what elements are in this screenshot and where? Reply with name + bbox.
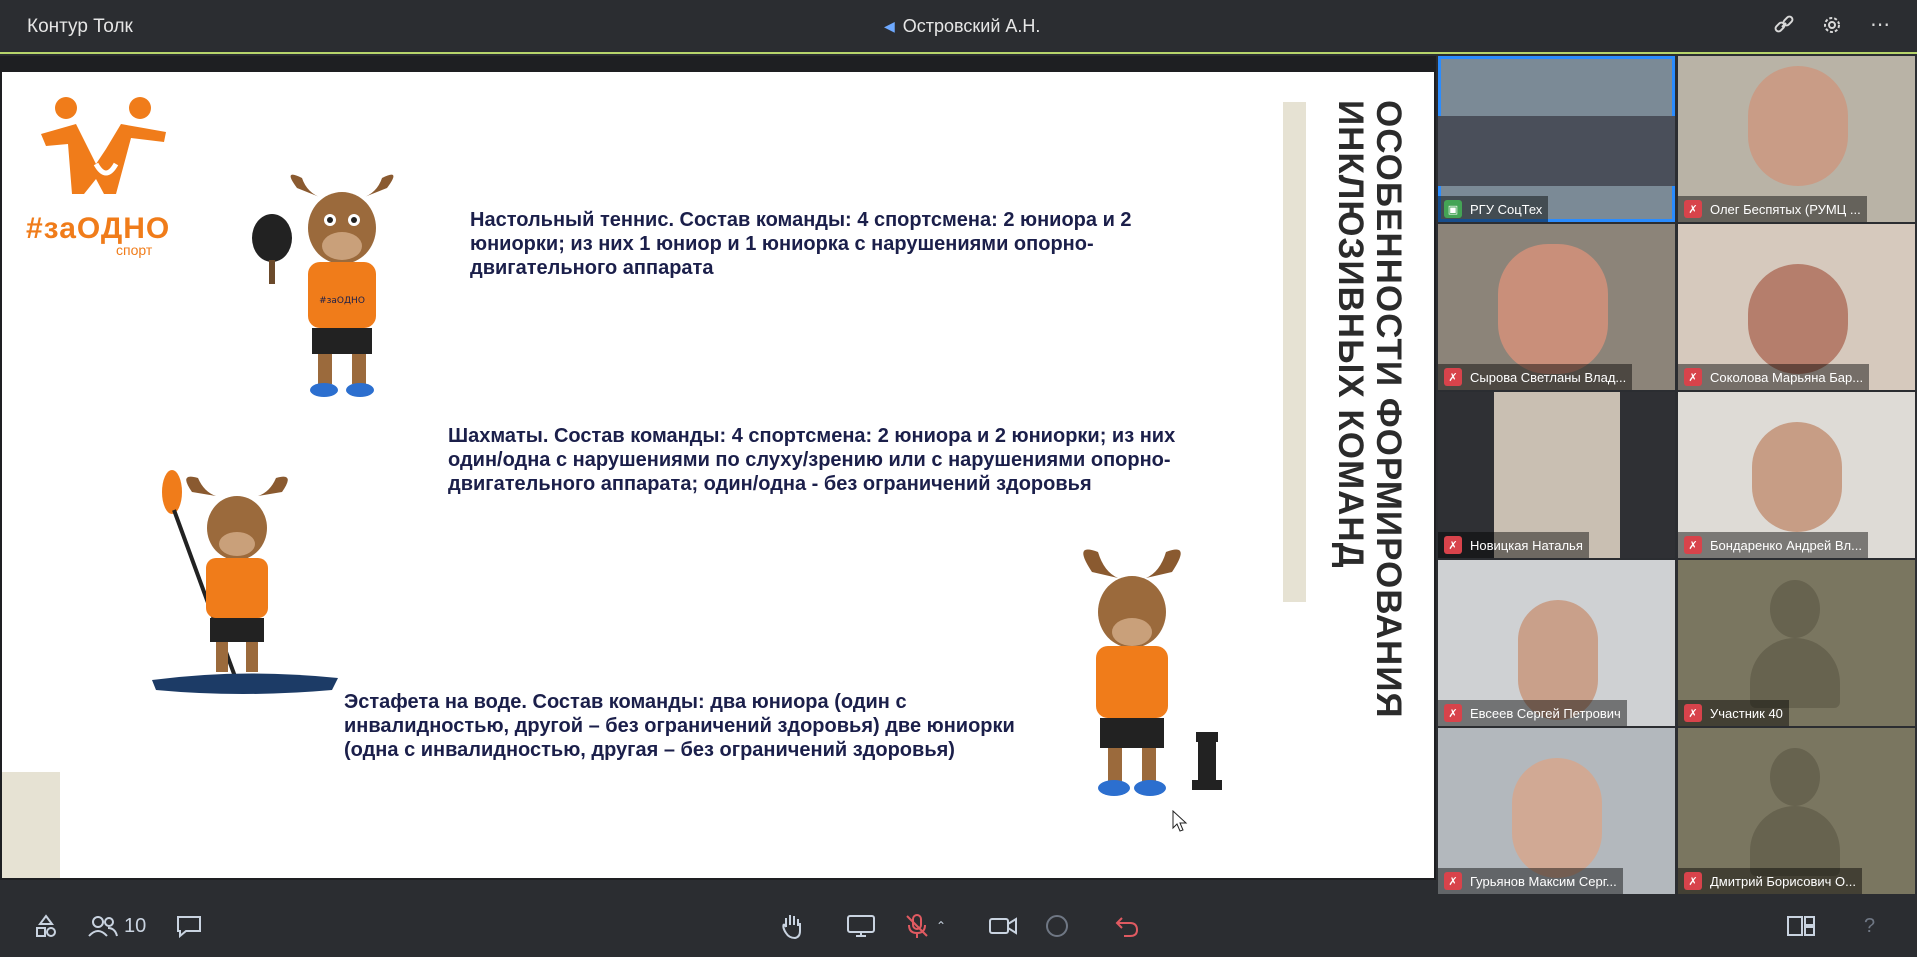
top-bar (0, 0, 1917, 54)
mic-off-icon: ✗ (1444, 368, 1462, 386)
cursor-icon (1172, 810, 1188, 832)
shared-screen (0, 56, 1436, 880)
app-title: Контур Толк (27, 16, 133, 37)
microphone-button[interactable] (904, 914, 946, 938)
participant-name: Участник 40 (1710, 705, 1783, 721)
undo-arrow-icon (1114, 914, 1140, 938)
tshirt-text: #заОДНО (319, 296, 365, 306)
screen-share-button[interactable] (846, 914, 876, 938)
participant-name: Бондаренко Андрей Вл... (1710, 537, 1862, 553)
participant-name: РГУ СоцТех (1470, 201, 1543, 217)
logo (26, 94, 176, 258)
shapes-icon (34, 914, 58, 938)
mic-off-icon: ✗ (1444, 536, 1462, 554)
chat-button[interactable] (176, 914, 202, 938)
leave-button[interactable] (1114, 914, 1140, 938)
apps-button[interactable] (34, 914, 58, 938)
raise-hand-button[interactable] (780, 914, 804, 938)
logo-figures-icon (36, 94, 176, 204)
participant-name: Олег Беспятых (РУМЦ ... (1710, 201, 1861, 217)
participant-name: Евсеев Сергей Петрович (1470, 705, 1621, 721)
mic-off-icon: ✗ (1684, 872, 1702, 890)
hand-icon (780, 913, 804, 939)
participant-tile[interactable] (1438, 560, 1675, 726)
video-camera-icon (988, 914, 1018, 938)
avatar-placeholder-icon (1750, 580, 1840, 700)
screen-share-icon: ▣ (1444, 200, 1462, 218)
layout-button[interactable] (1786, 914, 1816, 938)
participant-tile[interactable] (1678, 224, 1915, 390)
monitor-icon (846, 914, 876, 938)
decor-block (2, 772, 60, 878)
layout-grid-icon (1786, 914, 1816, 938)
avatar-placeholder-icon (1750, 748, 1840, 868)
active-speaker (884, 16, 1040, 37)
moose-mascot-paddle-icon (142, 462, 342, 702)
participant-tile[interactable] (1678, 728, 1915, 894)
participants-count: 10 (124, 915, 147, 937)
video-feed (1498, 244, 1608, 374)
video-feed (1512, 758, 1602, 878)
mic-off-icon: ✗ (1684, 704, 1702, 722)
decor-bar (1283, 102, 1306, 602)
video-feed (1748, 66, 1848, 186)
camera-button[interactable] (988, 914, 1018, 938)
moose-mascot-chess-icon (1022, 542, 1242, 812)
participant-name: Сырова Светланы Влад... (1470, 369, 1627, 385)
mic-off-icon: ✗ (1444, 704, 1462, 722)
logo-subtitle: спорт (116, 242, 153, 258)
mic-off-icon: ✗ (1684, 200, 1702, 218)
video-feed (1752, 422, 1842, 532)
participant-tile[interactable] (1678, 392, 1915, 558)
slide-item-relay: Эстафета на воде. Состав команды: два юниора (один с инвалидностью, другой – без ограничений здоровья) две юниорки (одна с инвалидностью, другая – без ограничений здоровья) (344, 691, 1015, 761)
slide-item-chess: Шахматы. Состав команды: 4 спортсмена: 2 юниора и 2 юниорки; из них один/одна с нарушениями по слуху/зрению или с нарушениями опорно-двигательного аппарата; один/одна - без ограничений здоровья (448, 425, 1176, 495)
participant-tile[interactable] (1438, 728, 1675, 894)
chevron-up-icon[interactable]: ⌃ (936, 919, 947, 933)
participant-name: Гурьянов Максим Серг... (1470, 873, 1617, 889)
gear-icon[interactable] (1821, 14, 1843, 36)
participant-name: Соколова Марьяна Бар... (1710, 369, 1864, 385)
more-icon[interactable]: ⋯ (1870, 14, 1890, 36)
participant-tile[interactable] (1438, 392, 1675, 558)
participant-tile[interactable] (1678, 560, 1915, 726)
presentation-slide (2, 72, 1434, 878)
participant-tile[interactable] (1438, 224, 1675, 390)
participant-name: Дмитрий Борисович О... (1710, 873, 1856, 889)
moose-mascot-tennis-icon (242, 168, 442, 408)
slide-title: ОСОБЕННОСТИ ФОРМИРОВАНИЯ ИНКЛЮЗИВНЫХ КОМАНД (1331, 100, 1408, 719)
people-icon (88, 914, 118, 938)
megaphone-icon: ◀ (884, 18, 895, 34)
mic-off-icon: ✗ (1444, 872, 1462, 890)
chat-icon (176, 914, 202, 938)
participants-button[interactable] (88, 914, 146, 938)
mic-off-icon: ✗ (1684, 536, 1702, 554)
logo-hashtag: #заОДНО (26, 212, 171, 245)
record-button[interactable] (1044, 914, 1070, 938)
video-feed (1438, 116, 1675, 186)
participant-tile[interactable] (1438, 56, 1675, 222)
participant-name: Новицкая Наталья (1470, 537, 1583, 553)
record-circle-icon (1044, 913, 1070, 939)
mic-off-icon: ✗ (1684, 368, 1702, 386)
slide-item-tennis: Настольный теннис. Состав команды: 4 спортсмена: 2 юниора и 2 юниорки; из них 1 юниор и 1 юниорка с нарушениями опорно-двигательного аппарата (470, 209, 1132, 279)
bottom-toolbar (0, 896, 1917, 957)
participant-tile[interactable] (1678, 56, 1915, 222)
help-button[interactable]: ? (1864, 915, 1876, 937)
link-icon[interactable] (1773, 14, 1795, 36)
video-feed (1748, 264, 1848, 374)
mic-off-icon (904, 913, 930, 939)
participants-grid (1438, 56, 1915, 896)
speaker-name: Островский А.Н. (902, 16, 1041, 36)
